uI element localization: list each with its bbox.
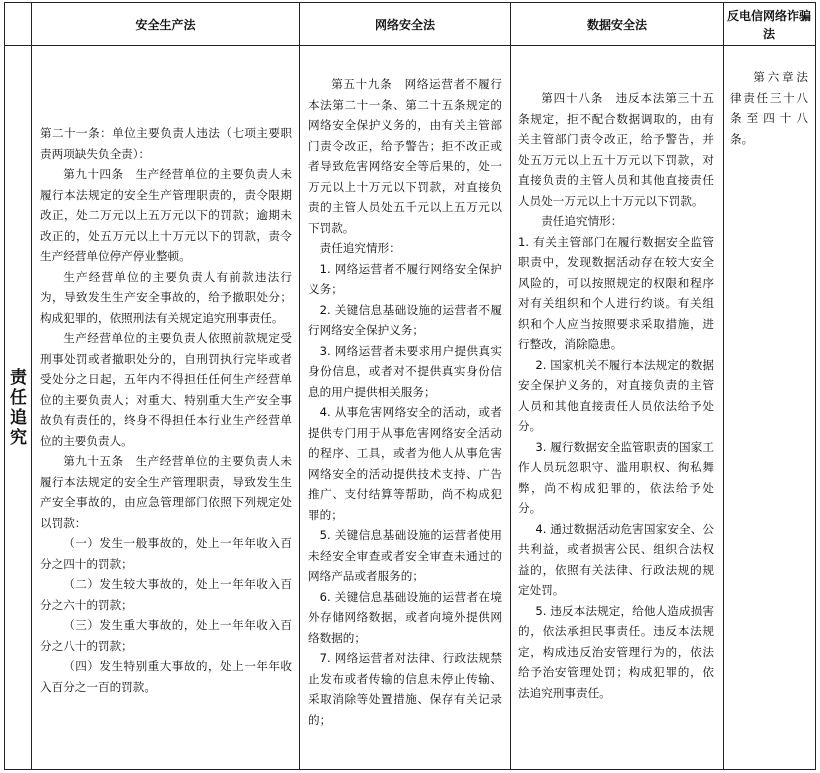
header-anti-telecom-fraud-law: 反电信网络诈骗法 — [727, 8, 812, 41]
cyber-para-3: 1. 网络运营者不履行网络安全保护义务； — [308, 261, 502, 296]
safety-para-1: 第二十一条：单位主要负责人违法（七项主要职责两项缺失负全责）： — [40, 126, 292, 161]
anti-fraud-law-cell — [730, 67, 808, 149]
safety-para-6: （一）发生一般事故的，处上一年年收入百分之四十的罚款； — [40, 536, 292, 571]
row-label: 责任追究 — [10, 367, 27, 448]
cyber-para-7: 5. 关键信息基础设施的运营者使用未经安全审查或者安全审查未通过的网络产品或者服务的； — [308, 528, 502, 583]
safety-law-cell — [40, 123, 292, 697]
data-para-7: 5. 违反本法规定，给他人造成损害的，依法承担民事责任。违反本法规定，构成违反治安管理行为的，依法给予治安管理处罚；构成犯罪的，依法追究刑事责任。 — [518, 603, 714, 700]
data-para-1: 第四十八条 违反本法第三十五条规定，拒不配合数据调取的，由有关主管部门责令改正，给予警告，并处五万元以上五十万元以下罚款，对直接负责的主管人员和其他直接责任人员处一万元以上十万元以下罚款。 — [518, 91, 714, 208]
header-cybersecurity-law: 网络安全法 — [374, 17, 435, 32]
safety-para-9: （四）发生特别重大事故的，处上一年年收入百分之一百的罚款。 — [40, 659, 292, 694]
column-divider — [299, 3, 300, 769]
header-safety-production-law: 安全生产法 — [135, 17, 196, 32]
data-security-law-cell — [518, 88, 714, 703]
safety-para-8: （三）发生重大事故的，处上一年年收入百分之八十的罚款； — [40, 618, 292, 653]
cyber-para-5: 3. 网络运营者未要求用户提供真实身份信息，或者对不提供真实身份信息的用户提供相关服务； — [308, 343, 502, 399]
safety-para-5: 第九十五条 生产经营单位的主要负责人未履行本法规定的安全生产管理职责，导致发生生产安全事故的，由应急管理部门依照下列规定处以罚款： — [40, 454, 292, 530]
column-divider — [510, 3, 511, 769]
safety-para-3: 生产经营单位的主要负责人有前款违法行为，导致发生生产安全事故的，给予撤职处分；构成犯罪的，依照刑法有关规定追究刑事责任。 — [40, 269, 292, 325]
law-comparison-table — [4, 2, 816, 770]
data-para-2: 责任追究情形： — [541, 214, 623, 228]
fraud-para-1: 第六章法律责任三十八条至四十八条。 — [730, 70, 808, 146]
cyber-para-9: 7. 网络运营者对法律、行政法规禁止发布或者传输的信息未停止传输、采取消除等处置措施、保存有关记录的； — [308, 651, 502, 727]
cyber-para-4: 2. 关键信息基础设施的运营者不履行网络安全保护义务； — [308, 302, 502, 337]
row-label-cell — [5, 46, 32, 769]
data-para-3: 1. 有关主管部门在履行数据安全监管职责中，发现数据活动存在较大安全风险的，可以按照规定的权限和程序对有关组织和个人进行约谈。有关组织和个人应当按照要求采取措施，进行整改，消除隐患。 — [518, 234, 714, 351]
safety-para-4: 生产经营单位的主要负责人依照前款规定受刑事处罚或者撤职处分的，自刑罚执行完毕或者受处分之日起，五年内不得担任任何生产经营单位的主要负责人；对重大、特别重大生产安全事故负有责任的，终身不得担任本行业生产经营单位的主要负责人。 — [40, 331, 292, 448]
safety-para-7: （二）发生较大事故的，处上一年年收入百分之六十的罚款； — [40, 577, 292, 612]
cyber-para-1: 第五十九条 网络运营者不履行本法第二十一条、第二十五条规定的网络安全保护义务的，由有关主管部门责令改正，给予警告；拒不改正或者导致危害网络安全等后果的，处一万元以上十万元以下罚款，对直接负责的主管人员处五千元以上五万元以下罚款。 — [308, 77, 502, 235]
cyber-para-8: 6. 关键信息基础设施的运营者在境外存储网络数据，或者向境外提供网络数据的； — [308, 589, 502, 645]
cyber-para-6: 4. 从事危害网络安全的活动，或者提供专门用于从事危害网络安全活动的程序、工具，或者为他人从事危害网络安全的活动提供技术支持、广告推广、支付结算等帮助，尚不构成犯罪的； — [308, 405, 502, 522]
data-para-4: 2. 国家机关不履行本法规定的数据安全保护义务的，对直接负责的主管人员和其他直接责任人员依法给予处分。 — [518, 357, 714, 433]
cyber-para-2: 责任追究情形： — [319, 241, 401, 255]
cybersecurity-law-cell — [308, 74, 502, 730]
safety-para-2: 第九十四条 生产经营单位的主要负责人未履行本法规定的安全生产管理职责的，责令限期改正，处二万元以上五万元以下的罚款；逾期未改正的，处五万元以上十万元以下的罚款，责令生产经营单位停产停业整顿。 — [40, 167, 292, 263]
header-data-security-law: 数据安全法 — [586, 17, 647, 32]
column-divider — [723, 3, 724, 769]
data-para-6: 4. 通过数据活动危害国家安全、公共利益，或者损害公民、组织合法权益的，依照有关法律、行政法规的规定处罚。 — [518, 521, 714, 597]
data-para-5: 3. 履行数据安全监管职责的国家工作人员玩忽职守、滥用职权、徇私舞弊，尚不构成犯罪的，依法给予处分。 — [518, 439, 714, 515]
